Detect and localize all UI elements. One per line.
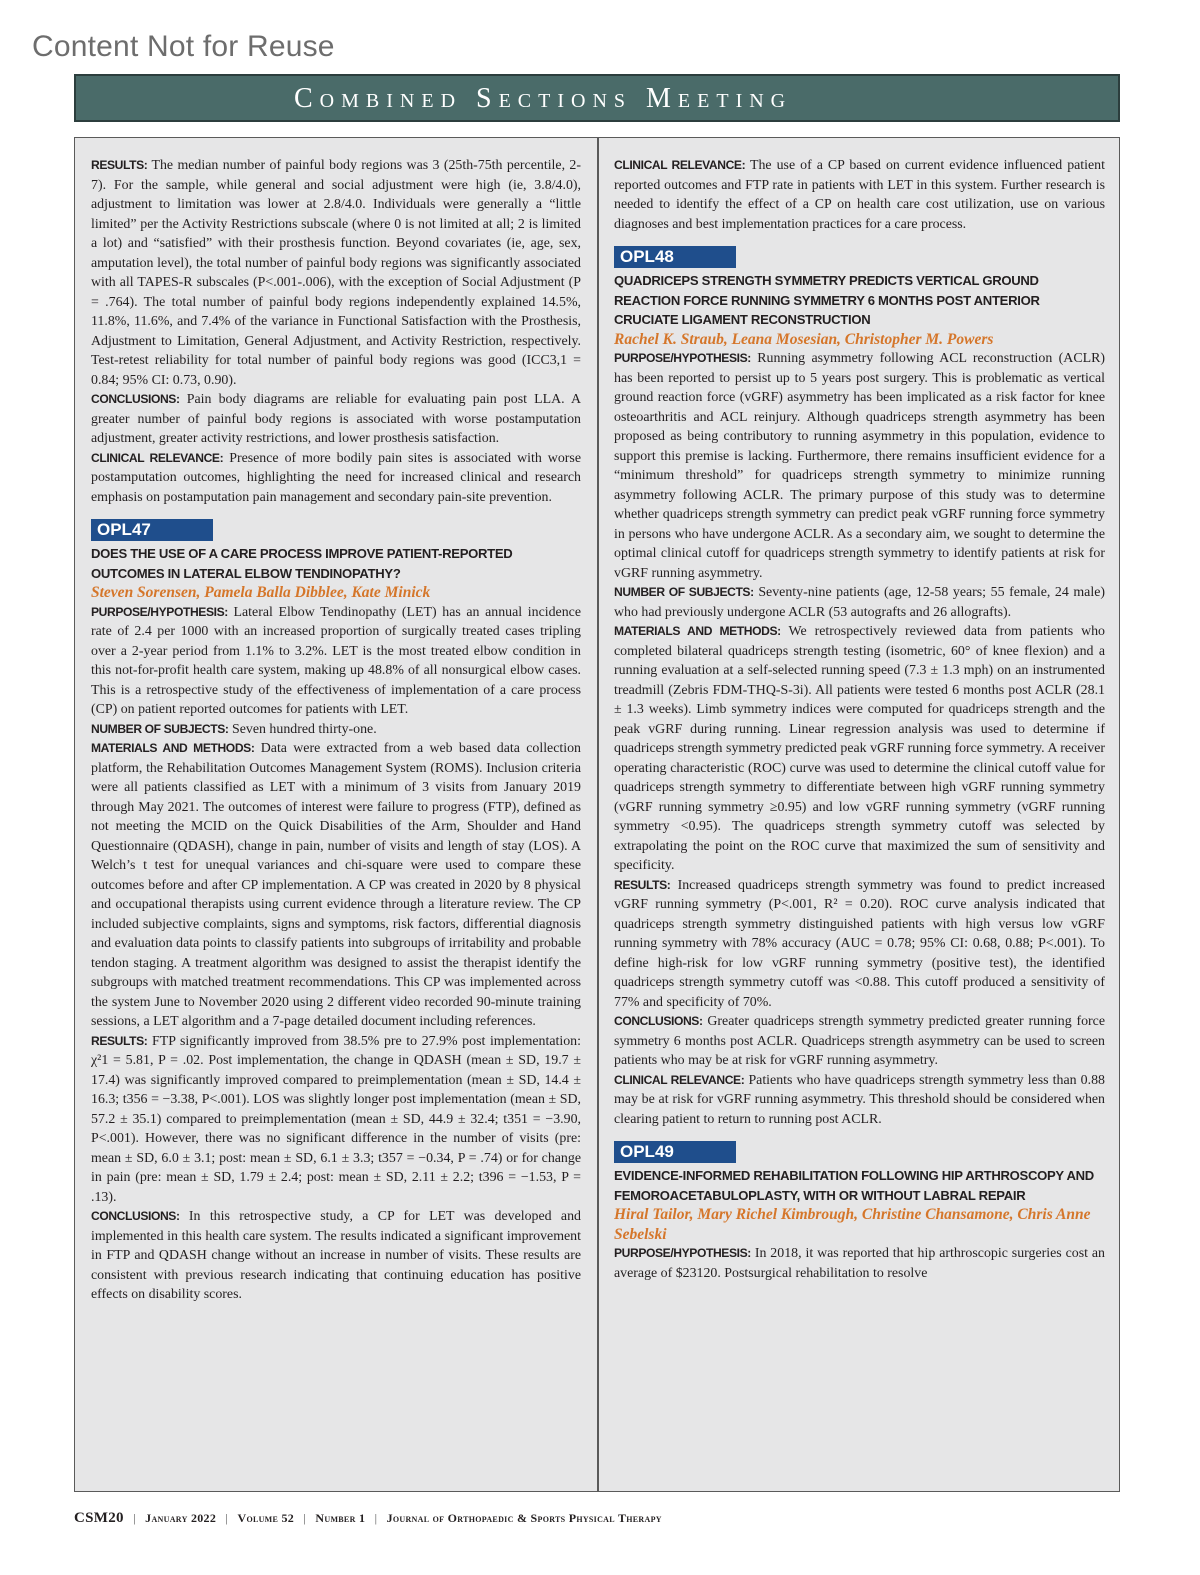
section-label: PURPOSE/HYPOTHESIS: [614, 1246, 751, 1260]
section-label: CLINICAL RELEVANCE: [614, 1072, 745, 1087]
section-label: NUMBER OF SUBJECTS: [614, 585, 754, 599]
abstract-code: OPL47 [91, 519, 213, 541]
abstract-code: OPL49 [614, 1141, 736, 1163]
clinical-relevance-paragraph [614, 1071, 1105, 1130]
section-label: RESULTS: [91, 158, 148, 172]
section-text: The median number of painful body regions was 3 (25th-75th percentile, 2-7). For the sample, while general and social adjustment were high (ie, 3.8/4.0), adjustment to limitation was lower at 2.8/4.0. Individuals were generally a “little limited” per the Activity Restrictions subscale (where 0 is not limited at all; 2 is limited a lot) and “satisfied” with their prosthesis function. Beyond covariates (ie, age, sex, amputation level), the total number of painful body regions was significantly associated with all TAPES-R subscales (P<.001-.006), with the exception of Social Adjustment (P = .764). The total number of painful body regions independently explained 14.5%, 11.8%, 11.6%, and 7.4% of the variance in Functional Satisfaction with the Prosthesis, Adjustment to Limitation, General Adjustment, and Activity Restriction, respectively. Test-retest reliability for total number of painful body regions was good (ICC3,1 = 0.84; 95% CI: 0.73, 0.90). [91, 158, 581, 388]
abstract-code: OPL48 [614, 246, 736, 268]
footer-date: January 2022 [145, 1511, 217, 1525]
methods-paragraph [614, 622, 1105, 876]
right-column [614, 156, 1105, 1283]
results-paragraph [91, 156, 581, 390]
section-text: Seventy-nine patients (age, 12-58 years; 55 female, 24 male) who had previously undergone ACLR (53 autografts and 26 allografts). [614, 585, 1105, 620]
subjects-paragraph [91, 720, 581, 740]
footer-number: Number 1 [315, 1511, 366, 1525]
section-label: RESULTS: [91, 1033, 148, 1048]
section-label: NUMBER OF SUBJECTS: [91, 721, 229, 736]
section-label: MATERIALS AND METHODS: [614, 624, 781, 638]
section-text: Presence of more bodily pain sites is associated with worse postamputation outcomes, highlighting the need for increased clinical and research emphasis on postamputation pain management and secondary pain-site prevention. [91, 450, 581, 505]
abstract-title: QUADRICEPS STRENGTH SYMMETRY PREDICTS VERTICAL GROUND REACTION FORCE RUNNING SYMMETRY 6 MONTHS POST ANTERIOR CRUCIATE LIGAMENT RECONSTRUCTION [614, 273, 1040, 327]
section-text: Pain body diagrams are reliable for evaluating pain post LLA. A greater number of painful body regions is associated with worse postamputation adjustment, greater activity restrictions, and lower prosthesis satisfaction. [91, 392, 581, 446]
section-label: PURPOSE/HYPOTHESIS: [614, 351, 751, 365]
clinical-relevance-paragraph [91, 449, 581, 508]
footer-journal: Journal of Orthopaedic & Sports Physical Therapy [386, 1511, 662, 1525]
section-banner [74, 74, 1120, 122]
section-text: FTP significantly improved from 38.5% pre to 27.9% post implementation: χ²1 = 5.81, P = .02. Post implementation, the change in QDASH (mean ± SD, 19.7 ± 17.4) was significantly improved compared to preimplementation (mean ± SD, 14.4 ± 16.3; t356 = −3.38, P<.001). LOS was slightly longer post implementation (mean ± SD, 57.2 ± 35.1) compared to preimplementation (mean ± SD, 44.9 ± 32.4; t351 = −3.90, P<.001). However, there was no significant difference in the number of visits (pre: mean ± SD, 6.0 ± 3.1; post: mean ± SD, 6.1 ± 3.3; t357 = −0.34, P = .74) or for change in pain (pre: mean ± SD, 1.79 ± 2.4; post: mean ± SD, 2.11 ± 2.2; t396 = −1.53, P = .13). [91, 1033, 581, 1205]
methods-paragraph [91, 739, 581, 1032]
abstract-title: EVIDENCE-INFORMED REHABILITATION FOLLOWING HIP ARTHROSCOPY AND FEMOROACETABULOPLASTY, WITH OR WITHOUT LABRAL REPAIR [614, 1168, 1094, 1203]
section-text: We retrospectively reviewed data from patients who completed bilateral quadriceps strength testing (isometric, 60° of knee flexion) and a running evaluation at a self-selected running speed (7.3 ± 1.3 mph) on an instrumented treadmill (Zebris FDM-THQ-S-3i). All patients were tested 6 months post ACLR (28.1 ± 1.3 weeks). Limb symmetry indices were computed for quadriceps strength and the peak vGRF during running. Linear regression analysis was used to determine if quadriceps strength symmetry predicted peak vGRF running force symmetry. A receiver operating characteristic (ROC) curve was used to determine the clinical cutoff value for quadriceps strength symmetry to differentiate between high vGRF running symmetry (vGRF running symmetry ≥0.95) and low vGRF running symmetry (vGRF running symmetry <0.95). The quadriceps strength symmetry cutoff was selected by extrapolating the point on the ROC curve that maximized the sum of sensitivity and specificity. [614, 624, 1105, 873]
conclusions-paragraph [91, 390, 581, 449]
section-label: MATERIALS AND METHODS: [91, 741, 255, 755]
purpose-paragraph [614, 349, 1105, 583]
left-column [91, 156, 581, 1305]
clinical-relevance-paragraph [614, 156, 1105, 234]
conclusions-paragraph [91, 1207, 581, 1305]
footer-separator: | [225, 1511, 229, 1525]
section-label: CLINICAL RELEVANCE: [614, 158, 746, 172]
section-text: Seven hundred thirty-one. [232, 721, 377, 737]
abstract-title: DOES THE USE OF A CARE PROCESS IMPROVE PATIENT-REPORTED OUTCOMES IN LATERAL ELBOW TENDINOPATHY? [91, 546, 513, 581]
section-text: Running asymmetry following ACL reconstruction (ACLR) has been reported to persist up to 5 years post surgery. This is problematic as vertical ground reaction force (vGRF) asymmetry has been implicated as a risk factor for knee osteoarthritis and ACL reinjury. Although quadriceps strength asymmetry has been proposed as being contributory to running asymmetry in this population, evidence to support this premise is lacking. Furthermore, there remains insufficient evidence for a “minimum threshold” for quadriceps strength symmetry to minimize running asymmetry following ACLR. The primary purpose of this study was to determine whether quadriceps strength symmetry can predict peak vGRF running force symmetry in persons who have undergone ACLR. As a secondary aim, we sought to determine the optimal clinical cutoff for quadriceps strength symmetry to identify patients at risk for vGRF running asymmetry. [614, 351, 1105, 581]
footer-separator: | [303, 1511, 307, 1525]
section-text: Patients who have quadriceps strength symmetry less than 0.88 may be at risk for vGRF running asymmetry. This threshold should be considered when clearing patient to return to running post ACLR. [614, 1072, 1105, 1127]
section-text: Lateral Elbow Tendinopathy (LET) has an annual incidence rate of 2.4 per 1000 with an increased proportion of surgically treated cases tripling over a 2-year period from 1.1% to 3.2%. LET is the most treated elbow condition in this not-for-profit health care system, making up 48.8% of all nonsurgical elbow cases. This is a retrospective study of the effectiveness of implementation of a care process (CP) on patient reported outcomes for patients with LET. [91, 604, 581, 717]
subjects-paragraph [614, 583, 1105, 622]
section-label: CONCLUSIONS: [91, 1209, 180, 1223]
section-label: CONCLUSIONS: [91, 392, 180, 406]
banner-title: Combined Sections Meeting [294, 83, 793, 114]
section-label: CLINICAL RELEVANCE: [91, 450, 224, 465]
page-footer [74, 1510, 662, 1527]
footer-separator: | [133, 1511, 136, 1525]
footer-page-code: CSM20 [74, 1510, 124, 1526]
purpose-paragraph [91, 603, 581, 720]
footer-volume: Volume 52 [237, 1511, 295, 1525]
section-text: In 2018, it was reported that hip arthroscopic surgeries cost an average of $23120. Postsurgical rehabilitation to resolve [614, 1246, 1105, 1281]
abstract-authors: Hiral Tailor, Mary Richel Kimbrough, Christine Chansamone, Chris Anne Sebelski [614, 1206, 1091, 1243]
section-label: RESULTS: [614, 877, 671, 892]
section-text: Increased quadriceps strength symmetry was found to predict increased vGRF running symmetry (P<.001, R² = 0.20). ROC curve analysis indicated that quadriceps strength symmetry distinguished patients with high versus low vGRF running symmetry with 78% accuracy (AUC = 0.78; 95% CI: 0.68, 0.88; P<.001). To define high-risk for low vGRF running symmetry (positive test), the identified quadriceps strength symmetry cutoff was <0.88. This cutoff produced a sensitivity of 77% and specificity of 70%. [614, 877, 1105, 1010]
conclusions-paragraph [614, 1012, 1105, 1071]
section-text: Data were extracted from a web based data collection platform, the Rehabilitation Outcomes Management System (ROMS). Inclusion criteria were all patients classified as LET with a minimum of 3 visits from January 2019 through May 2021. The outcomes of interest were failure to progress (FTP), defined as not meeting the MCID on the Quick Disabilities of the Arm, Shoulder and Hand Questionnaire (QDASH), change in pain, number of visits and length of stay (LOS). A Welch’s t test for unequal variances and chi-square were used to compare these outcomes before and after CP implementation. A CP was created in 2020 by 8 physical and occupational therapists using current evidence through a literature review. The CP included subjective complaints, signs and symptoms, risk factors, differential diagnosis and evaluation data points to classify patients into subgroups of irritability and probable tendon staging. A treatment algorithm was designed to assist the therapist identify the subgroups with matched treatment recommendations. This CP was implemented across the system June to November 2020 using 2 different video recorded 90-minute training sessions, a LET algorithm and a 7-page detailed document including references. [91, 741, 581, 1029]
column-divider [597, 138, 599, 1491]
watermark-text: Content Not for Reuse [32, 30, 335, 63]
abstract-authors: Rachel K. Straub, Leana Mosesian, Christopher M. Powers [614, 330, 994, 348]
footer-separator: | [374, 1511, 378, 1525]
section-text: In this retrospective study, a CP for LET was developed and implemented in this health care system. The results indicated a significant improvement in FTP and QDASH change without an increase in number of visits. These results are consistent with previous research indicating that continuing education has positive effects on disability scores. [91, 1209, 581, 1302]
abstract-panel [74, 137, 1120, 1492]
section-label: CONCLUSIONS: [614, 1014, 703, 1028]
results-paragraph [91, 1032, 581, 1208]
section-label: PURPOSE/HYPOTHESIS: [91, 604, 228, 619]
purpose-paragraph [614, 1244, 1105, 1283]
abstract-authors: Steven Sorensen, Pamela Balla Dibblee, Kate Minick [91, 584, 431, 601]
section-text: The use of a CP based on current evidence influenced patient reported outcomes and FTP rate in patients with LET in this system. Further research is needed to identify the effect of a CP on health care cost utilization, use on various diagnoses and best implementation practices for a care process. [614, 158, 1105, 232]
results-paragraph [614, 876, 1105, 1013]
section-text: Greater quadriceps strength symmetry predicted greater running force symmetry 6 months post ACLR. Quadriceps strength asymmetry can be used to screen patients who may be at risk for vGRF running asymmetry. [614, 1014, 1105, 1068]
